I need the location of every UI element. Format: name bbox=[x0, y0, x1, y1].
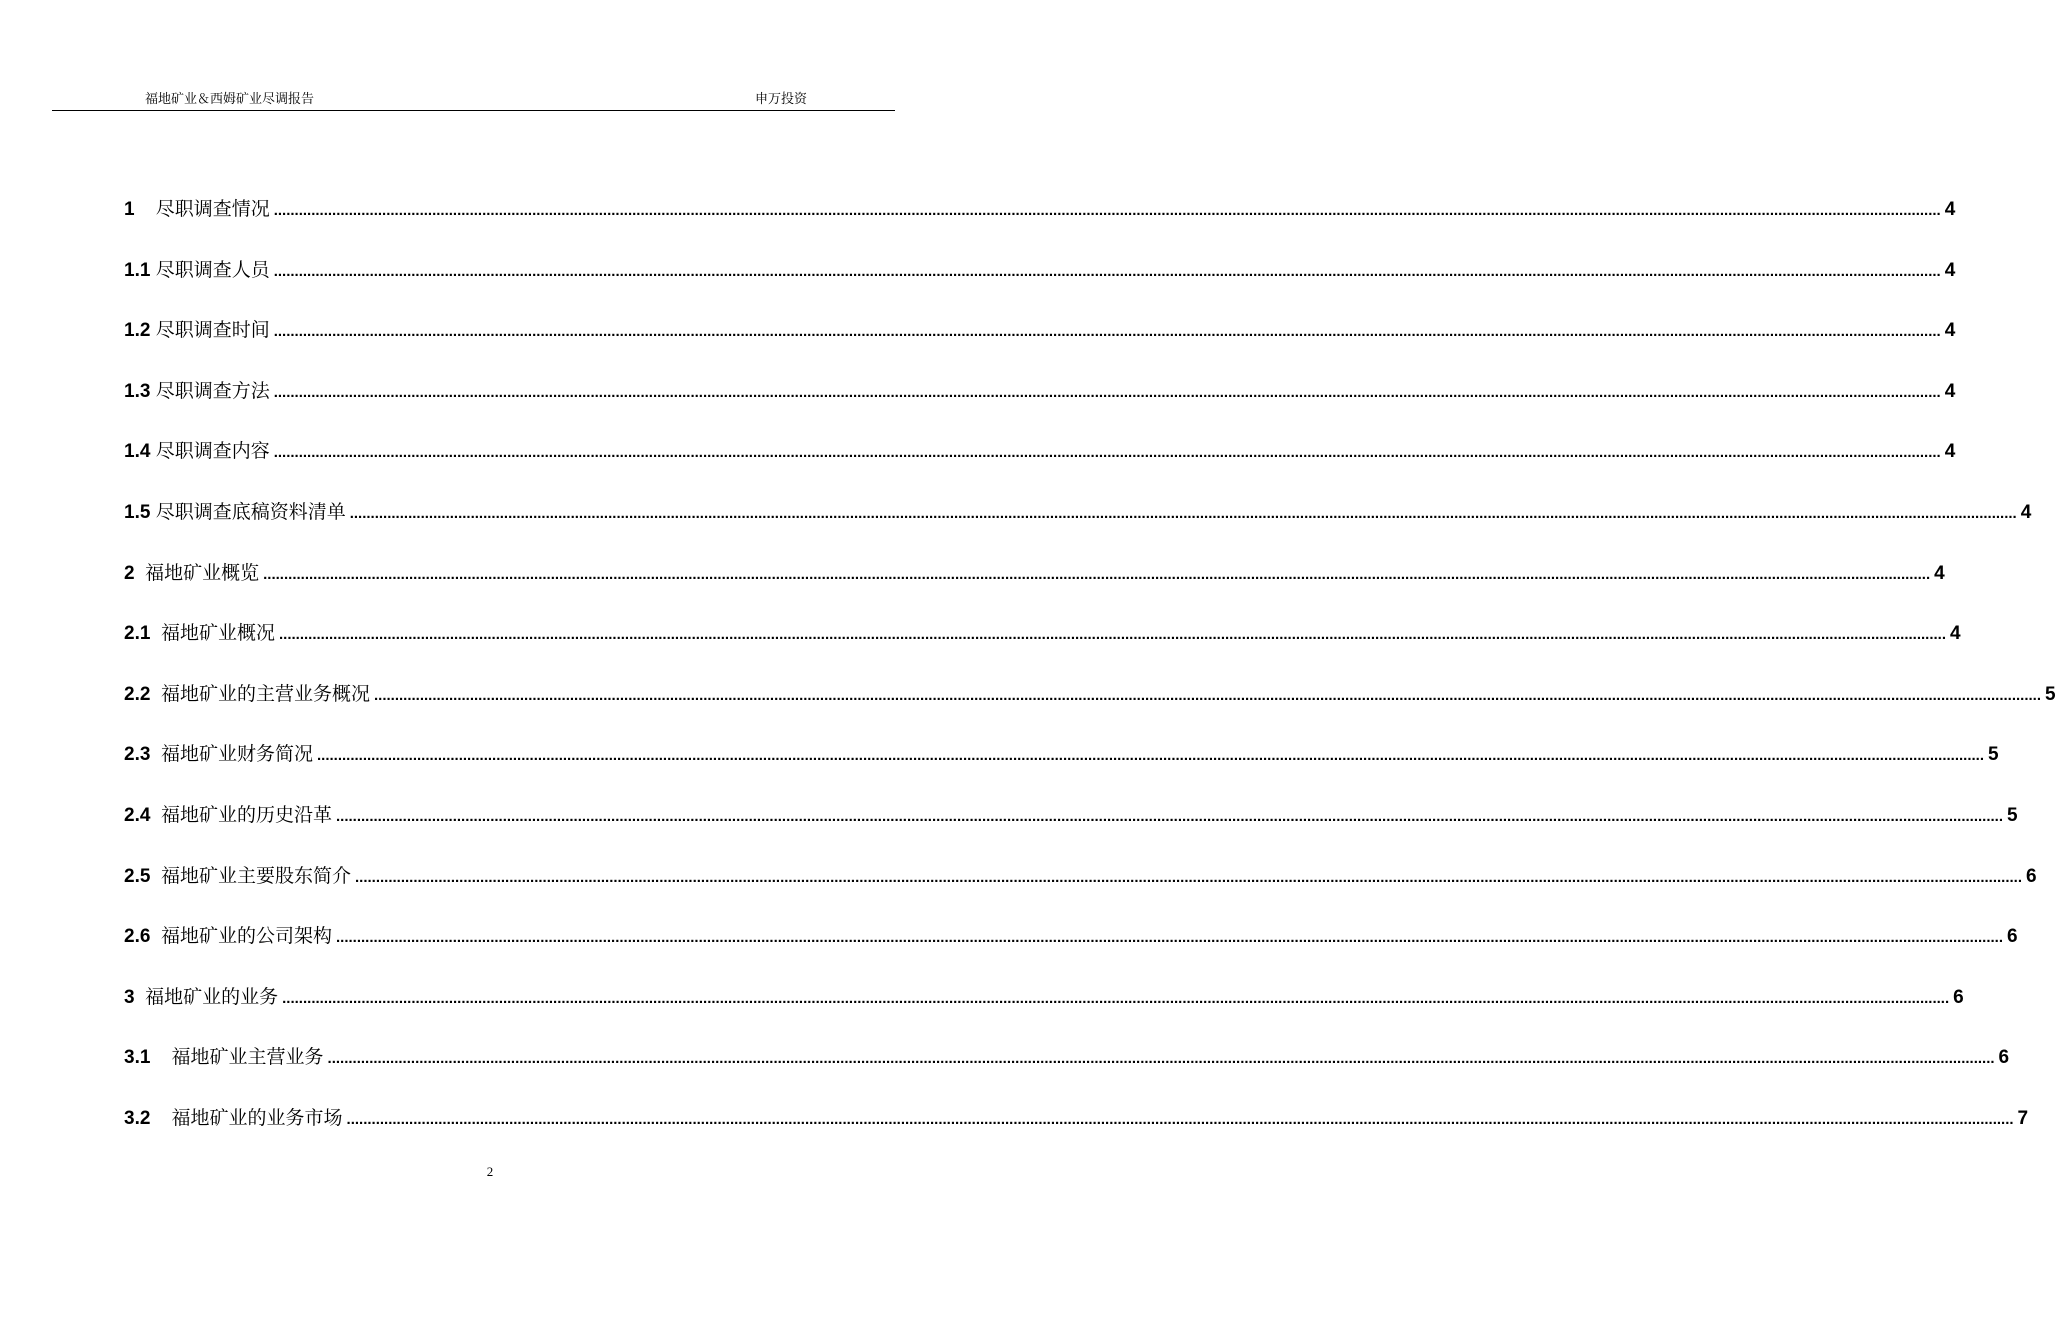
page-number: 2 bbox=[486, 1164, 494, 1179]
toc-entry[interactable] bbox=[124, 257, 1956, 318]
toc-entry[interactable] bbox=[124, 560, 1945, 621]
toc-entry-title: 福地矿业的主营业务概况 bbox=[160, 682, 370, 705]
toc-dot-leader: ................................................................................................................................................................................................................................................................................................................................................................................................................ bbox=[336, 807, 2003, 825]
toc-entry[interactable] bbox=[124, 438, 1956, 499]
toc-entry-title: 尽职调查内容 bbox=[155, 440, 270, 463]
toc-dot-leader: ................................................................................................................................................................................................................................................................................................................................................................................................................ bbox=[273, 323, 1941, 341]
toc-dot-leader: ................................................................................................................................................................................................................................................................................................................................................................................................................ bbox=[282, 989, 1950, 1007]
toc-dot-leader: ................................................................................................................................................................................................................................................................................................................................................................................................................ bbox=[355, 868, 2022, 886]
toc-entry-page-number: 6 bbox=[1998, 1047, 2010, 1069]
toc-dot-leader: ................................................................................................................................................................................................................................................................................................................................................................................................................ bbox=[263, 565, 1931, 583]
toc-entry-number: 2.5 bbox=[124, 865, 161, 887]
toc-entry-number: 1.1 bbox=[124, 259, 156, 281]
toc-entry-number: 3.2 bbox=[124, 1107, 172, 1129]
toc-entry-number: 1.3 bbox=[124, 380, 156, 402]
toc-entry-title: 福地矿业概况 bbox=[160, 622, 275, 645]
table-of-contents bbox=[124, 196, 2056, 1166]
toc-entry[interactable] bbox=[124, 196, 1956, 257]
toc-entry-title: 尽职调查时间 bbox=[155, 319, 270, 342]
toc-entry-title: 福地矿业主要股东简介 bbox=[160, 864, 351, 887]
toc-entry-number: 2.3 bbox=[124, 744, 161, 766]
toc-entry-page-number: 5 bbox=[2045, 683, 2056, 705]
toc-entry-page-number: 4 bbox=[1944, 320, 1956, 342]
toc-entry-title: 尽职调查方法 bbox=[155, 379, 270, 402]
toc-entry[interactable] bbox=[124, 1105, 2029, 1166]
toc-entry[interactable] bbox=[124, 741, 1999, 802]
toc-entry-page-number: 6 bbox=[2026, 865, 2037, 887]
toc-entry-number: 2.1 bbox=[124, 623, 161, 645]
toc-entry[interactable] bbox=[124, 681, 2056, 742]
toc-entry-title: 福地矿业的历史沿革 bbox=[160, 803, 332, 826]
toc-entry-page-number: 4 bbox=[1944, 380, 1956, 402]
page-header bbox=[52, 84, 895, 111]
toc-entry-title: 福地矿业的业务 bbox=[145, 985, 279, 1008]
toc-entry-title: 福地矿业概览 bbox=[145, 561, 260, 584]
toc-entry-number: 3 bbox=[124, 986, 146, 1008]
toc-entry-number: 1.4 bbox=[124, 441, 156, 463]
toc-entry-title: 福地矿业主营业务 bbox=[171, 1046, 324, 1069]
toc-dot-leader: ................................................................................................................................................................................................................................................................................................................................................................................................................ bbox=[327, 1050, 1995, 1068]
toc-entry-page-number: 5 bbox=[2007, 804, 2018, 826]
toc-entry-title: 尽职调查底稿资料清单 bbox=[155, 500, 346, 523]
toc-entry-title: 尽职调查人员 bbox=[155, 258, 270, 281]
toc-entry-number: 1 bbox=[124, 199, 156, 220]
toc-entry-number: 1.2 bbox=[124, 320, 156, 342]
toc-entry-page-number: 4 bbox=[1950, 623, 1961, 645]
toc-entry[interactable] bbox=[124, 984, 1964, 1045]
toc-entry[interactable] bbox=[124, 1044, 2010, 1105]
toc-entry-page-number: 4 bbox=[1944, 199, 1956, 220]
toc-dot-leader: ................................................................................................................................................................................................................................................................................................................................................................................................................ bbox=[273, 202, 1941, 219]
toc-entry-number: 2 bbox=[124, 562, 146, 584]
toc-entry-title: 福地矿业的业务市场 bbox=[171, 1106, 343, 1129]
toc-dot-leader: ................................................................................................................................................................................................................................................................................................................................................................................................................ bbox=[273, 383, 1941, 401]
toc-dot-leader: ................................................................................................................................................................................................................................................................................................................................................................................................................ bbox=[317, 747, 1984, 765]
toc-entry[interactable] bbox=[124, 802, 2018, 863]
toc-dot-leader: ................................................................................................................................................................................................................................................................................................................................................................................................................ bbox=[279, 626, 1946, 644]
toc-entry-number: 2.2 bbox=[124, 683, 161, 705]
toc-entry-page-number: 4 bbox=[1944, 259, 1956, 281]
toc-entry-page-number: 4 bbox=[2020, 501, 2032, 523]
header-company-name: 申万投资 bbox=[754, 92, 807, 107]
toc-entry-page-number: 7 bbox=[2017, 1107, 2029, 1129]
toc-entry-page-number: 4 bbox=[1934, 562, 1945, 584]
toc-entry-page-number: 4 bbox=[1944, 441, 1956, 463]
toc-entry[interactable] bbox=[124, 378, 1956, 439]
toc-entry-number: 1.5 bbox=[124, 501, 156, 523]
toc-dot-leader: ................................................................................................................................................................................................................................................................................................................................................................................................................ bbox=[374, 686, 2041, 704]
toc-entry[interactable] bbox=[124, 499, 2032, 560]
toc-entry-page-number: 6 bbox=[2007, 926, 2018, 948]
toc-entry-page-number: 6 bbox=[1953, 986, 1964, 1008]
toc-entry[interactable] bbox=[124, 923, 2018, 984]
toc-entry-number: 2.6 bbox=[124, 926, 161, 948]
toc-dot-leader: ................................................................................................................................................................................................................................................................................................................................................................................................................ bbox=[273, 444, 1941, 462]
toc-entry-page-number: 5 bbox=[1988, 744, 1999, 766]
toc-dot-leader: ................................................................................................................................................................................................................................................................................................................................................................................................................ bbox=[273, 262, 1941, 280]
toc-entry-title: 福地矿业的公司架构 bbox=[160, 925, 332, 948]
toc-dot-leader: ................................................................................................................................................................................................................................................................................................................................................................................................................ bbox=[336, 929, 2003, 947]
toc-entry-number: 3.1 bbox=[124, 1047, 172, 1069]
toc-entry-number: 2.4 bbox=[124, 804, 161, 826]
toc-entry-title: 尽职调查情况 bbox=[155, 198, 270, 220]
toc-dot-leader: ................................................................................................................................................................................................................................................................................................................................................................................................................ bbox=[346, 1110, 2014, 1128]
toc-entry[interactable] bbox=[124, 863, 2037, 924]
toc-entry[interactable] bbox=[124, 620, 1961, 681]
toc-entry[interactable] bbox=[124, 317, 1956, 378]
header-document-title: 福地矿业＆西姆矿业尽调报告 bbox=[145, 92, 315, 107]
toc-entry-title: 福地矿业财务简况 bbox=[160, 743, 313, 766]
toc-dot-leader: ................................................................................................................................................................................................................................................................................................................................................................................................................ bbox=[349, 504, 2017, 522]
